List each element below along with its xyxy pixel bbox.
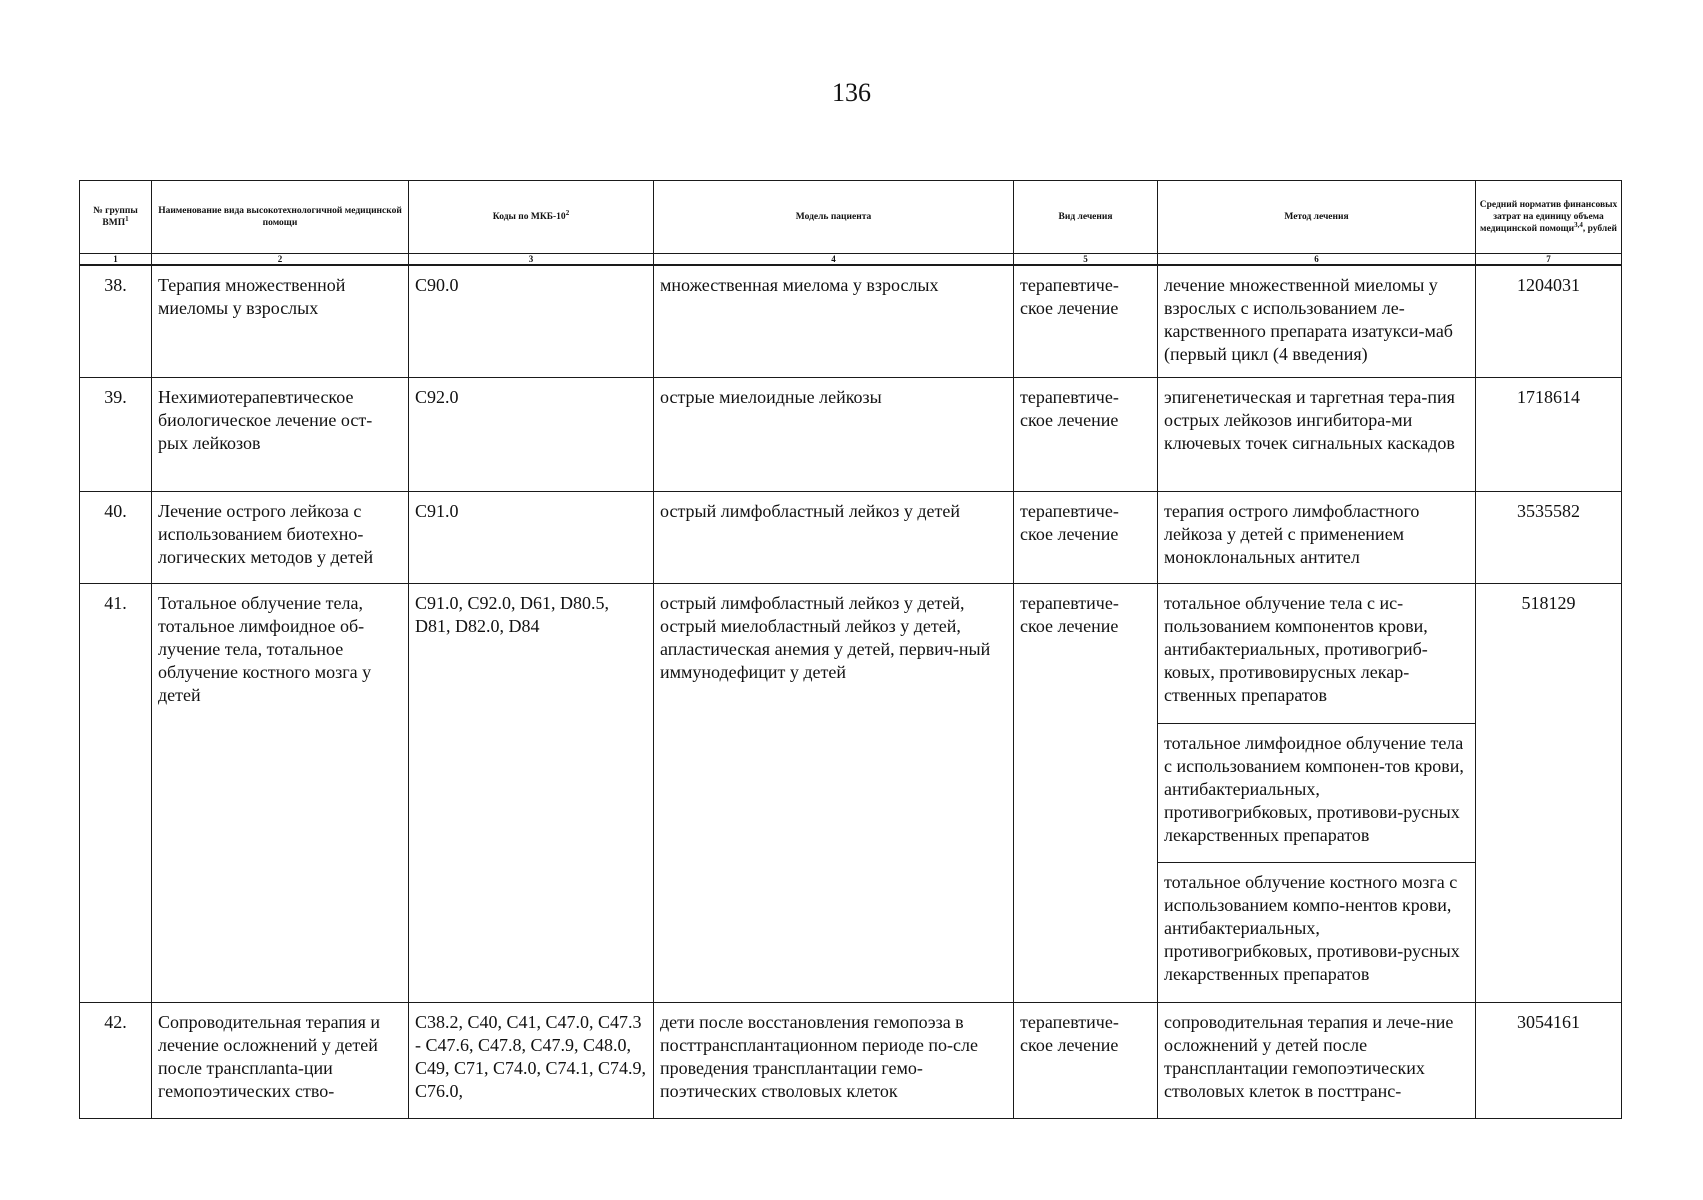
table-header: [80, 181, 1622, 266]
header-care-type-name-text: Наименование вида высокотехнологичной медицинской помощи: [158, 206, 402, 228]
column-number: 7: [1476, 254, 1622, 266]
treatment-method-cell: тотальное облучение тела с ис-пользованием компонентов крови, антибактериальных, противогриб-ковых, противовирусных лекар-ственных препаратов: [1158, 584, 1476, 724]
cost-standard-cell: 3054161: [1476, 1003, 1622, 1119]
column-number: 1: [80, 254, 152, 266]
care-type-name-cell: Терапия множественной миеломы у взрослых: [152, 265, 409, 378]
header-cost-standard-unit: , рублей: [1582, 224, 1617, 234]
cost-standard-cell: 3535582: [1476, 492, 1622, 584]
treatment-method-cell: сопроводительная терапия и лече-ние осложнений у детей после трансплантации гемопоэтических стволовых клеток в посттранс-: [1158, 1003, 1476, 1119]
patient-model-cell: острый лимфобластный лейкоз у детей, острый миелобластный лейкоз у детей, апластическая анемия у детей, первич-ный иммунодефицит у детей: [654, 584, 1014, 1003]
table-body: [80, 265, 1622, 1119]
care-type-name-cell: Нехимиотерапевтическое биологическое лечение ост-рых лейкозов: [152, 378, 409, 492]
table-row: [80, 1003, 1622, 1119]
column-number: 5: [1014, 254, 1158, 266]
header-treatment-method: [1158, 181, 1476, 254]
treatment-method-cell: терапия острого лимфобластного лейкоза у детей с применением моноклональных антител: [1158, 492, 1476, 584]
table-row: [80, 265, 1622, 378]
header-care-type-name: [152, 181, 409, 254]
page-number: 136: [832, 78, 871, 107]
column-number-row: [80, 254, 1622, 266]
header-group-number: [80, 181, 152, 254]
icd-codes-cell: C92.0: [409, 378, 654, 492]
patient-model-cell: острые миелоидные лейкозы: [654, 378, 1014, 492]
group-number-cell: 39.: [80, 378, 152, 492]
header-icd-codes: [409, 181, 654, 254]
treatment-type-cell: терапевтиче-ское лечение: [1014, 492, 1158, 584]
header-icd-codes-text: Коды по МКБ-10: [492, 212, 566, 222]
header-treatment-type-text: Вид лечения: [1058, 212, 1113, 222]
care-type-name-cell: Лечение острого лейкоза с использованием биотехно-логических методов у детей: [152, 492, 409, 584]
icd-codes-cell: C38.2, C40, C41, C47.0, C47.3 - C47.6, C47.8, C47.9, C48.0, C49, C71, C74.0, C74.1, C74.9, C76.0,: [409, 1003, 654, 1119]
header-patient-model: [654, 181, 1014, 254]
footnote-mark: 2: [565, 208, 570, 217]
treatment-method-cell: лечение множественной миеломы у взрослых с использованием ле-карственного препарата изатукси-маб (первый цикл (4 введения): [1158, 265, 1476, 378]
icd-codes-cell: C90.0: [409, 265, 654, 378]
cost-standard-cell: 1204031: [1476, 265, 1622, 378]
footnote-mark: 1: [125, 214, 129, 223]
footnote-mark: 3,4: [1574, 220, 1583, 229]
column-number: 6: [1158, 254, 1476, 266]
patient-model-cell: дети после восстановления гемопоэза в посттрансплантационном периоде по-сле проведения трансплантации гемо-поэтических стволовых клеток: [654, 1003, 1014, 1119]
icd-codes-cell: C91.0: [409, 492, 654, 584]
cost-standard-cell: 518129: [1476, 584, 1622, 1003]
treatment-method-cell: тотальное облучение костного мозга с использованием компо-нентов крови, антибактериальных, противогрибковых, противови-русных лекарственных препаратов: [1158, 863, 1476, 1003]
group-number-cell: 40.: [80, 492, 152, 584]
vmp-table-container: [79, 180, 1621, 1119]
table-row: [80, 492, 1622, 584]
header-patient-model-text: Модель пациента: [795, 212, 872, 222]
patient-model-cell: множественная миелома у взрослых: [654, 265, 1014, 378]
group-number-cell: 42.: [80, 1003, 152, 1119]
treatment-type-cell: терапевтиче-ское лечение: [1014, 1003, 1158, 1119]
header-treatment-type: [1014, 181, 1158, 254]
column-number: 2: [152, 254, 409, 266]
header-group-number-text: № группы ВМП: [93, 206, 138, 228]
treatment-type-cell: терапевтиче-ское лечение: [1014, 265, 1158, 378]
treatment-method-cell: эпигенетическая и таргетная тера-пия острых лейкозов ингибитора-ми ключевых точек сигнальных каскадов: [1158, 378, 1476, 492]
column-number: 4: [654, 254, 1014, 266]
treatment-method-cell: тотальное лимфоидное облучение тела с использованием компонен-тов крови, антибактериальных, противогрибковых, противови-русных лекарственных препаратов: [1158, 724, 1476, 863]
group-number-cell: 41.: [80, 584, 152, 1003]
cost-standard-cell: 1718614: [1476, 378, 1622, 492]
icd-codes-cell: C91.0, C92.0, D61, D80.5, D81, D82.0, D84: [409, 584, 654, 1003]
header-treatment-method-text: Метод лечения: [1284, 212, 1349, 222]
vmp-table: [79, 180, 1622, 1119]
care-type-name-cell: Тотальное облучение тела, тотальное лимфоидное об-лучение тела, тотальное облучение костного мозга у детей: [152, 584, 409, 1003]
header-cost-standard: [1476, 181, 1622, 254]
header-row: [80, 181, 1622, 254]
treatment-type-cell: терапевтиче-ское лечение: [1014, 584, 1158, 1003]
care-type-name-cell: Сопроводительная терапия и лечение осложнений у детей после трансплanta-ции гемопоэтических ство-: [152, 1003, 409, 1119]
column-number: 3: [409, 254, 654, 266]
treatment-type-cell: терапевтиче-ское лечение: [1014, 378, 1158, 492]
table-row: [80, 378, 1622, 492]
header-cost-standard-text: Средний норматив финансовых затрат на единицу объема медицинской помощи: [1479, 200, 1618, 234]
group-number-cell: 38.: [80, 265, 152, 378]
table-row: [80, 584, 1622, 724]
patient-model-cell: острый лимфобластный лейкоз у детей: [654, 492, 1014, 584]
